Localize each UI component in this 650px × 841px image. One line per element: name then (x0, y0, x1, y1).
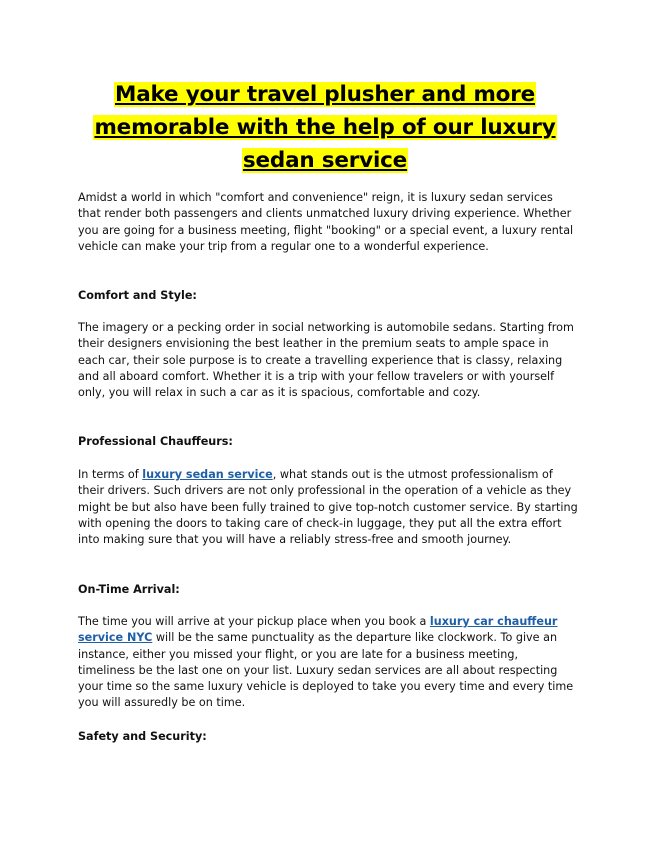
heading-professional-chauffeurs: Professional Chauffeurs: (78, 435, 233, 448)
professional-chauffeurs-text-after: , what stands out is the utmost professionalism of their drivers. Such drivers are not only professional in the operation of a vehicle as they might be but also have been fully trained to give top-notch customer service. By starting with opening the doors to taking care of check-in luggage, they put all the extra effort into making sure that you will have a reliably stress-free and smooth journey. (78, 468, 578, 547)
professional-chauffeurs-paragraph (78, 467, 578, 548)
on-time-arrival-text-after: will be the same punctuality as the departure like clockwork. To give an instance, either you missed your flight, or you are late for a business meeting, timeliness be the last one on your list. Luxury sedan services are all about respecting your time so the same luxury vehicle is deployed to take you every time and every time you will assuredly be on time. (78, 631, 574, 710)
luxury-car-chauffeur-service-nyc-link[interactable]: luxury car chauffeur service NYC (78, 615, 558, 645)
comfort-style-paragraph: The imagery or a pecking order in social networking is automobile sedans. Starting from their designers envisioning the best leather in the premium seats to ample space in each car, their sole purpose is to create a travelling experience that is classy, relaxing and all aboard comfort. Whether it is a trip with your fellow travelers or with yourself only, you will relax in such a car as it is spacious, comfortable and cozy. (78, 321, 574, 400)
luxury-sedan-service-link[interactable]: luxury sedan service (142, 468, 273, 481)
heading-on-time-arrival: On-Time Arrival: (78, 583, 180, 596)
on-time-arrival-paragraph (78, 614, 578, 712)
heading-comfort-style: Comfort and Style: (78, 289, 197, 302)
page-title (60, 78, 590, 177)
page-title-text: Make your travel plusher and more memorable with the help of our luxury sedan service (94, 82, 556, 173)
heading-safety-security: Safety and Security: (78, 730, 207, 743)
intro-paragraph: Amidst a world in which "comfort and convenience" reign, it is luxury sedan services that render both passengers and clients unmatched luxury driving experience. Whether you are going for a business meeting, flight "booking" or a special event, a luxury rental vehicle can make your trip from a regular one to a wonderful experience. (78, 191, 574, 253)
on-time-arrival-text-before: The time you will arrive at your pickup place when you book a (78, 615, 430, 628)
professional-chauffeurs-text-before: In terms of (78, 468, 143, 481)
